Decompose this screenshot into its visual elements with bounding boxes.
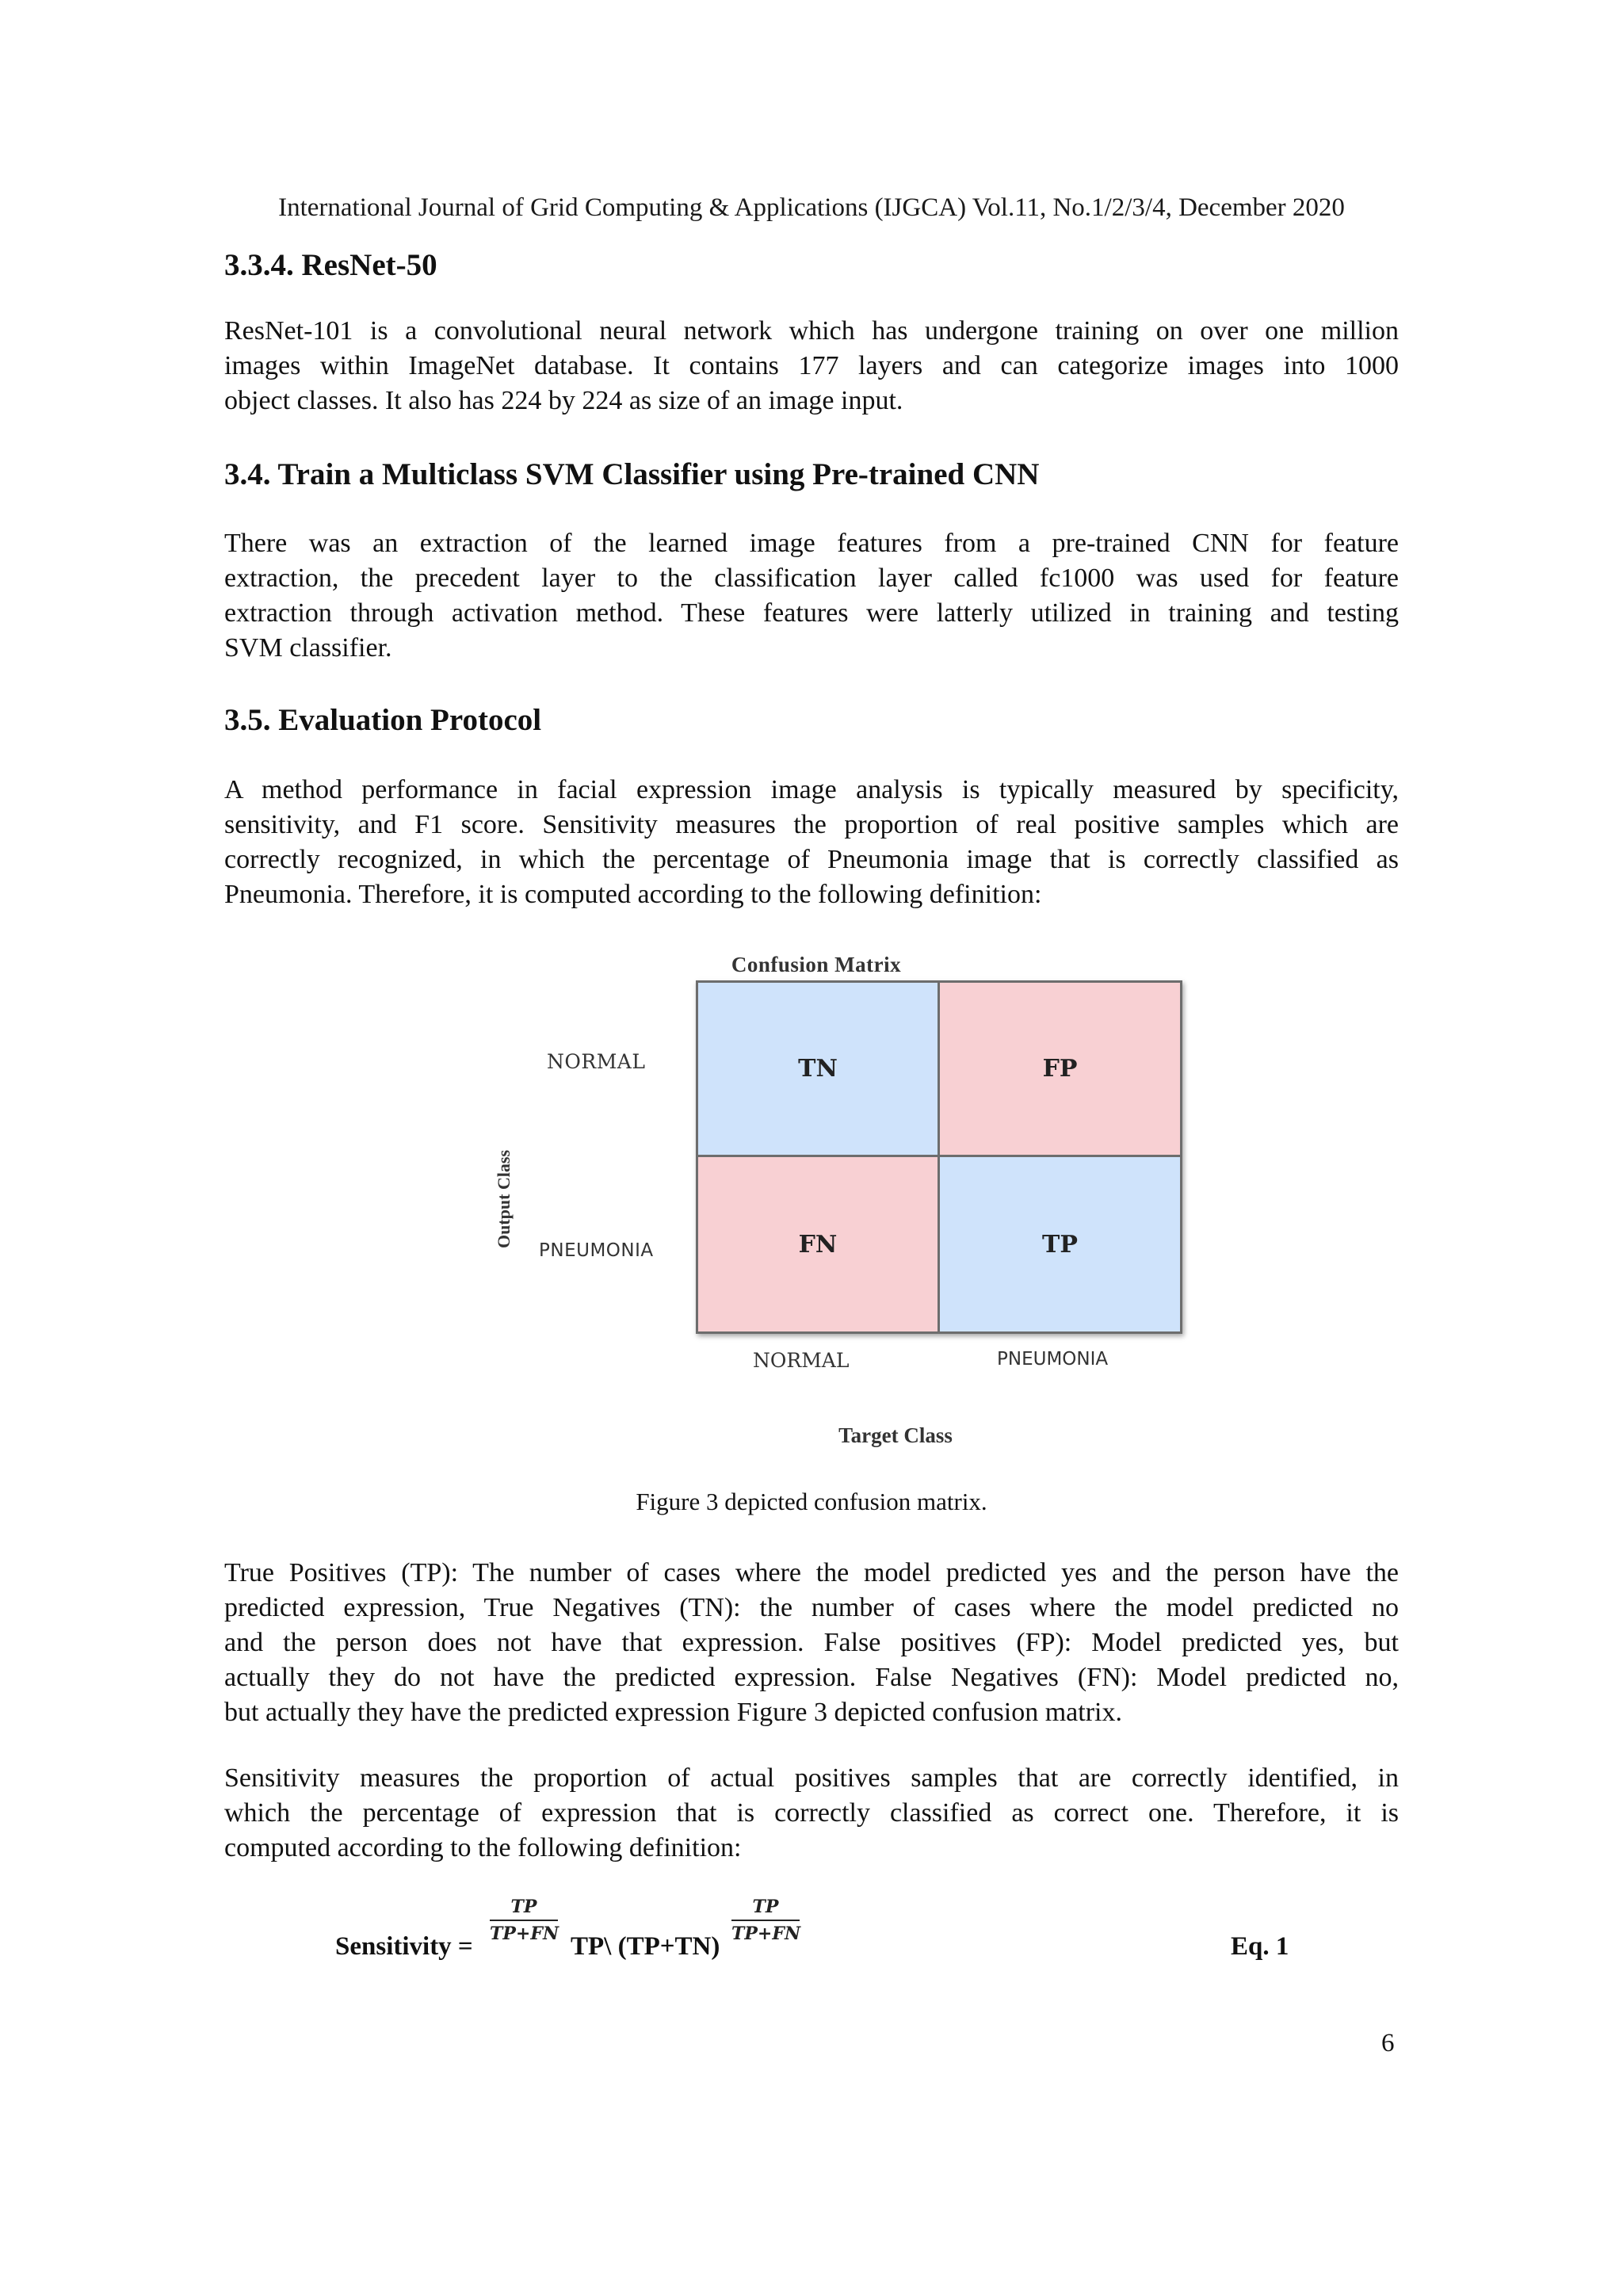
paragraph-line: extraction through activation method. These features were latterly utilized in training and testing <box>224 598 1399 628</box>
fraction <box>731 1897 800 1944</box>
paragraph-line: Pneumonia. Therefore, it is computed according to the following definition: <box>224 880 1042 909</box>
paragraph-line: predicted expression, True Negatives (TN): the number of cases where the model predicted no <box>224 1593 1399 1622</box>
section-heading-3-4: 3.4. Train a Multiclass SVM Classifier using Pre-trained CNN <box>224 457 1040 491</box>
cell-true-negative: TN <box>698 983 940 1157</box>
cell-false-positive: FP <box>940 983 1180 1157</box>
confusion-matrix-grid <box>696 980 1182 1334</box>
x-axis-title: Target Class <box>838 1423 953 1447</box>
paragraph-sensitivity <box>224 1761 1399 1866</box>
paragraph-line: There was an extraction of the learned image features from a pre-trained CNN for feature <box>224 529 1399 558</box>
section-heading-3-5: 3.5. Evaluation Protocol <box>224 703 542 737</box>
fraction-numerator: TP <box>510 1897 537 1917</box>
paragraph-line: which the percentage of expression that is correctly classified as correct one. Therefore, it is <box>224 1798 1399 1828</box>
paragraph-line: correctly recognized, in which the percentage of Pneumonia image that is correctly classified as <box>224 845 1399 874</box>
page-number: 6 <box>1381 2029 1395 2057</box>
cell-false-negative: FN <box>698 1157 940 1331</box>
fraction <box>490 1897 558 1944</box>
paragraph-line: object classes. It also has 224 by 224 as size of an image input. <box>224 386 903 415</box>
paragraph-line: A method performance in facial expression image analysis is typically measured by specificity, <box>224 775 1399 804</box>
paragraph-line: images within ImageNet database. It contains 177 layers and can categorize images into 1000 <box>224 351 1399 380</box>
figure-caption: Figure 3 depicted confusion matrix. <box>636 1488 987 1515</box>
cell-true-positive: TP <box>940 1157 1180 1331</box>
paragraph-evaluation <box>224 773 1399 912</box>
paragraph-line: ResNet-101 is a convolutional neural network which has undergone training on over one million <box>224 316 1399 346</box>
fraction-numerator: TP <box>752 1897 779 1917</box>
fraction-denominator: TP+FN <box>490 1920 558 1944</box>
confusion-matrix-figure <box>420 943 1212 1466</box>
paragraph-svm <box>224 526 1399 666</box>
paragraph-line: sensitivity, and F1 score. Sensitivity measures the proportion of real positive samples which are <box>224 810 1399 839</box>
paragraph-line: Sensitivity measures the proportion of actual positives samples that are correctly identified, in <box>224 1763 1399 1793</box>
equation-label: Sensitivity = <box>335 1932 473 1961</box>
col-label-pneumonia: PNEUMONIA <box>997 1349 1109 1370</box>
fraction-denominator: TP+FN <box>731 1920 800 1944</box>
journal-header: International Journal of Grid Computing & Applications (IJGCA) Vol.11, No.1/2/3/4, December 2020 <box>278 193 1345 222</box>
col-label-normal: NORMAL <box>753 1349 850 1372</box>
row-label-normal: NORMAL <box>547 1050 646 1073</box>
paragraph-line: and the person does not have that expression. False positives (FP): Model predicted yes, but <box>224 1628 1399 1657</box>
paragraph-line: computed according to the following definition: <box>224 1833 742 1862</box>
figure-title: Confusion Matrix <box>731 953 902 976</box>
section-heading-3-3-4: 3.3.4. ResNet-50 <box>224 248 437 282</box>
paragraph-line: actually they do not have the predicted expression. False Negatives (FN): Model predicted no, <box>224 1663 1399 1692</box>
paragraph-line: extraction, the precedent layer to the classification layer called fc1000 was used for feature <box>224 563 1399 593</box>
sensitivity-equation <box>335 1890 1294 1977</box>
paragraph-definitions <box>224 1556 1399 1730</box>
equation-middle: TP\ (TP+TN) <box>571 1932 720 1961</box>
paragraph-line: but actually they have the predicted expression Figure 3 depicted confusion matrix. <box>224 1698 1122 1727</box>
row-label-pneumonia: PNEUMONIA <box>539 1240 654 1261</box>
paragraph-line: SVM classifier. <box>224 633 392 663</box>
y-axis-title: Output Class <box>494 1149 514 1249</box>
paragraph-resnet <box>224 314 1399 418</box>
equation-number: Eq. 1 <box>1231 1932 1289 1961</box>
paragraph-line: True Positives (TP): The number of cases where the model predicted yes and the person have the <box>224 1558 1399 1587</box>
